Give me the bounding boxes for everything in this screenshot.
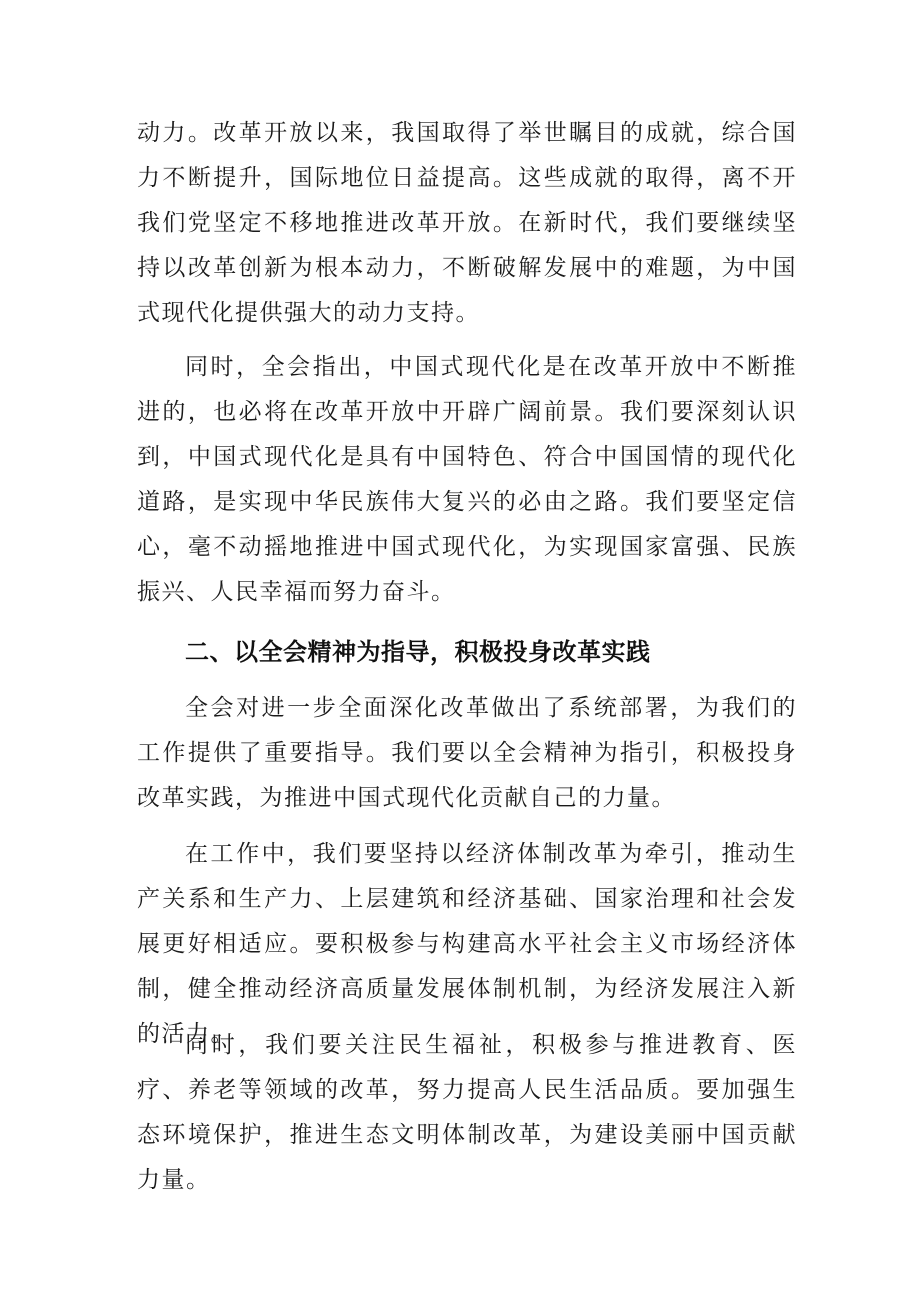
paragraph-economic-reform: 在工作中，我们要坚持以经济体制改革为牵引，推动生产关系和生产力、上层建筑和经济基础、国家治理和社会发展更好相适应。要积极参与构建高水平社会主义市场经济体制，健全推动经济高质量发展体制机制，为经济发展注入新的活力。 xyxy=(137,841,797,1047)
paragraph-livelihood: 同时，我们要关注民生福祉，积极参与推进教育、医疗、养老等领域的改革，努力提高人民生活品质。要加强生态环境保护，推进生态文明体制改革，为建设美丽中国贡献力量。 xyxy=(137,1032,797,1193)
paragraph-continued: 动力。改革开放以来，我国取得了举世瞩目的成就，综合国力不断提升，国际地位日益提高。这些成就的取得，离不开我们党坚定不移地推进改革开放。在新时代，我们要继续坚持以改革创新为根本动力，不断破解发展中的难题，为中国式现代化提供强大的动力支持。 xyxy=(137,120,797,326)
paragraph-modernization: 同时，全会指出，中国式现代化是在改革开放中不断推进的，也必将在改革开放中开辟广阔前景。我们要深刻认识到，中国式现代化是具有中国特色、符合中国国情的现代化道路，是实现中华民族伟大复兴的必由之路。我们要坚定信心，毫不动摇地推进中国式现代化，为实现国家富强、民族振兴、人民幸福而努力奋斗。 xyxy=(137,354,797,605)
section-heading: 二、以全会精神为指导，积极投身改革实践 xyxy=(185,638,651,666)
paragraph-plenary-guidance: 全会对进一步全面深化改革做出了系统部署，为我们的工作提供了重要指导。我们要以全会精神为指引，积极投身改革实践，为推进中国式现代化贡献自己的力量。 xyxy=(137,695,797,811)
